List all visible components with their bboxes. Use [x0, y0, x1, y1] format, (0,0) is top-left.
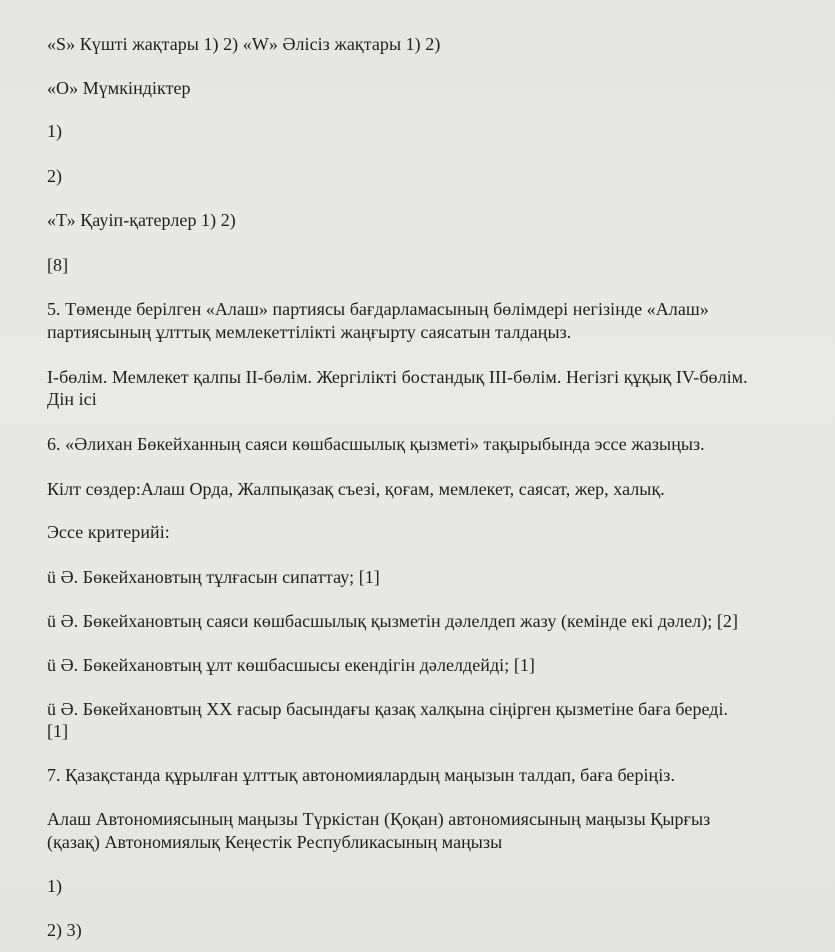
answer-items-2-3: 2) 3) [47, 920, 82, 940]
swot-threats-line: «Т» Қауіп-қатерлер 1) 2) [47, 210, 236, 230]
question-5-line-1: 5. Төменде берілген «Алаш» партиясы бағдарламасының бөлімдері негізінде «Алаш» [47, 299, 709, 319]
essay-criteria-heading: Эссе критерийі: [47, 522, 170, 542]
question-7: 7. Қазақстанда құрылған ұлттық автономиялардың маңызын талдап, баға беріңіз. [47, 765, 675, 785]
autonomies-line-1: Алаш Автономиясының маңызы Түркістан (Қоқан) автономиясының маңызы Қырғыз [47, 809, 711, 829]
swot-strengths-weaknesses-line: «S» Күшті жақтары 1) 2) «W» Әлісіз жақтары 1) 2) [47, 34, 441, 54]
criterion-3: ü Ә. Бөкейхановтың ұлт көшбасшысы екендігін дәлелдейді; [1] [47, 655, 535, 675]
criterion-4-line-1: ü Ә. Бөкейхановтың XX ғасыр басындағы қазақ халқына сіңірген қызметіне баға береді. [47, 699, 729, 719]
keywords-line: Кілт сөздер:Алаш Орда, Жалпықазақ съезі, қоғам, мемлекет, саясат, жер, халық. [47, 479, 665, 499]
question-5-line-2: партиясының ұлттық мемлекеттілікті жаңғырту саясатын талдаңыз. [47, 322, 572, 342]
criterion-1: ü Ә. Бөкейхановтың тұлғасын сипаттау; [1] [47, 567, 380, 587]
criterion-2: ü Ә. Бөкейхановтың саяси көшбасшылық қызметін дәлелдеп жазу (кемінде екі дәлел); [2] [47, 611, 738, 631]
program-sections-line-2: Дін ісі [47, 389, 97, 409]
swot-opportunities-heading: «О» Мүмкіндіктер [47, 78, 191, 98]
question-6: 6. «Әлихан Бөкейханның саяси көшбасшылық қызметі» тақырыбында эссе жазыңыз. [47, 434, 705, 454]
opportunity-item-1: 1) [47, 121, 63, 141]
opportunity-item-2: 2) [47, 166, 63, 186]
answer-item-1: 1) [47, 876, 63, 896]
program-sections-line-1: I-бөлім. Мемлекет қалпы II-бөлім. Жергілікті бостандық III-бөлім. Негізгі құқық IV-бөлім. [47, 367, 748, 387]
score-8: [8] [47, 255, 69, 275]
autonomies-line-2: (қазақ) Автономиялық Кеңестік Республикасының маңызы [47, 832, 503, 852]
criterion-4-score: [1] [47, 721, 69, 741]
